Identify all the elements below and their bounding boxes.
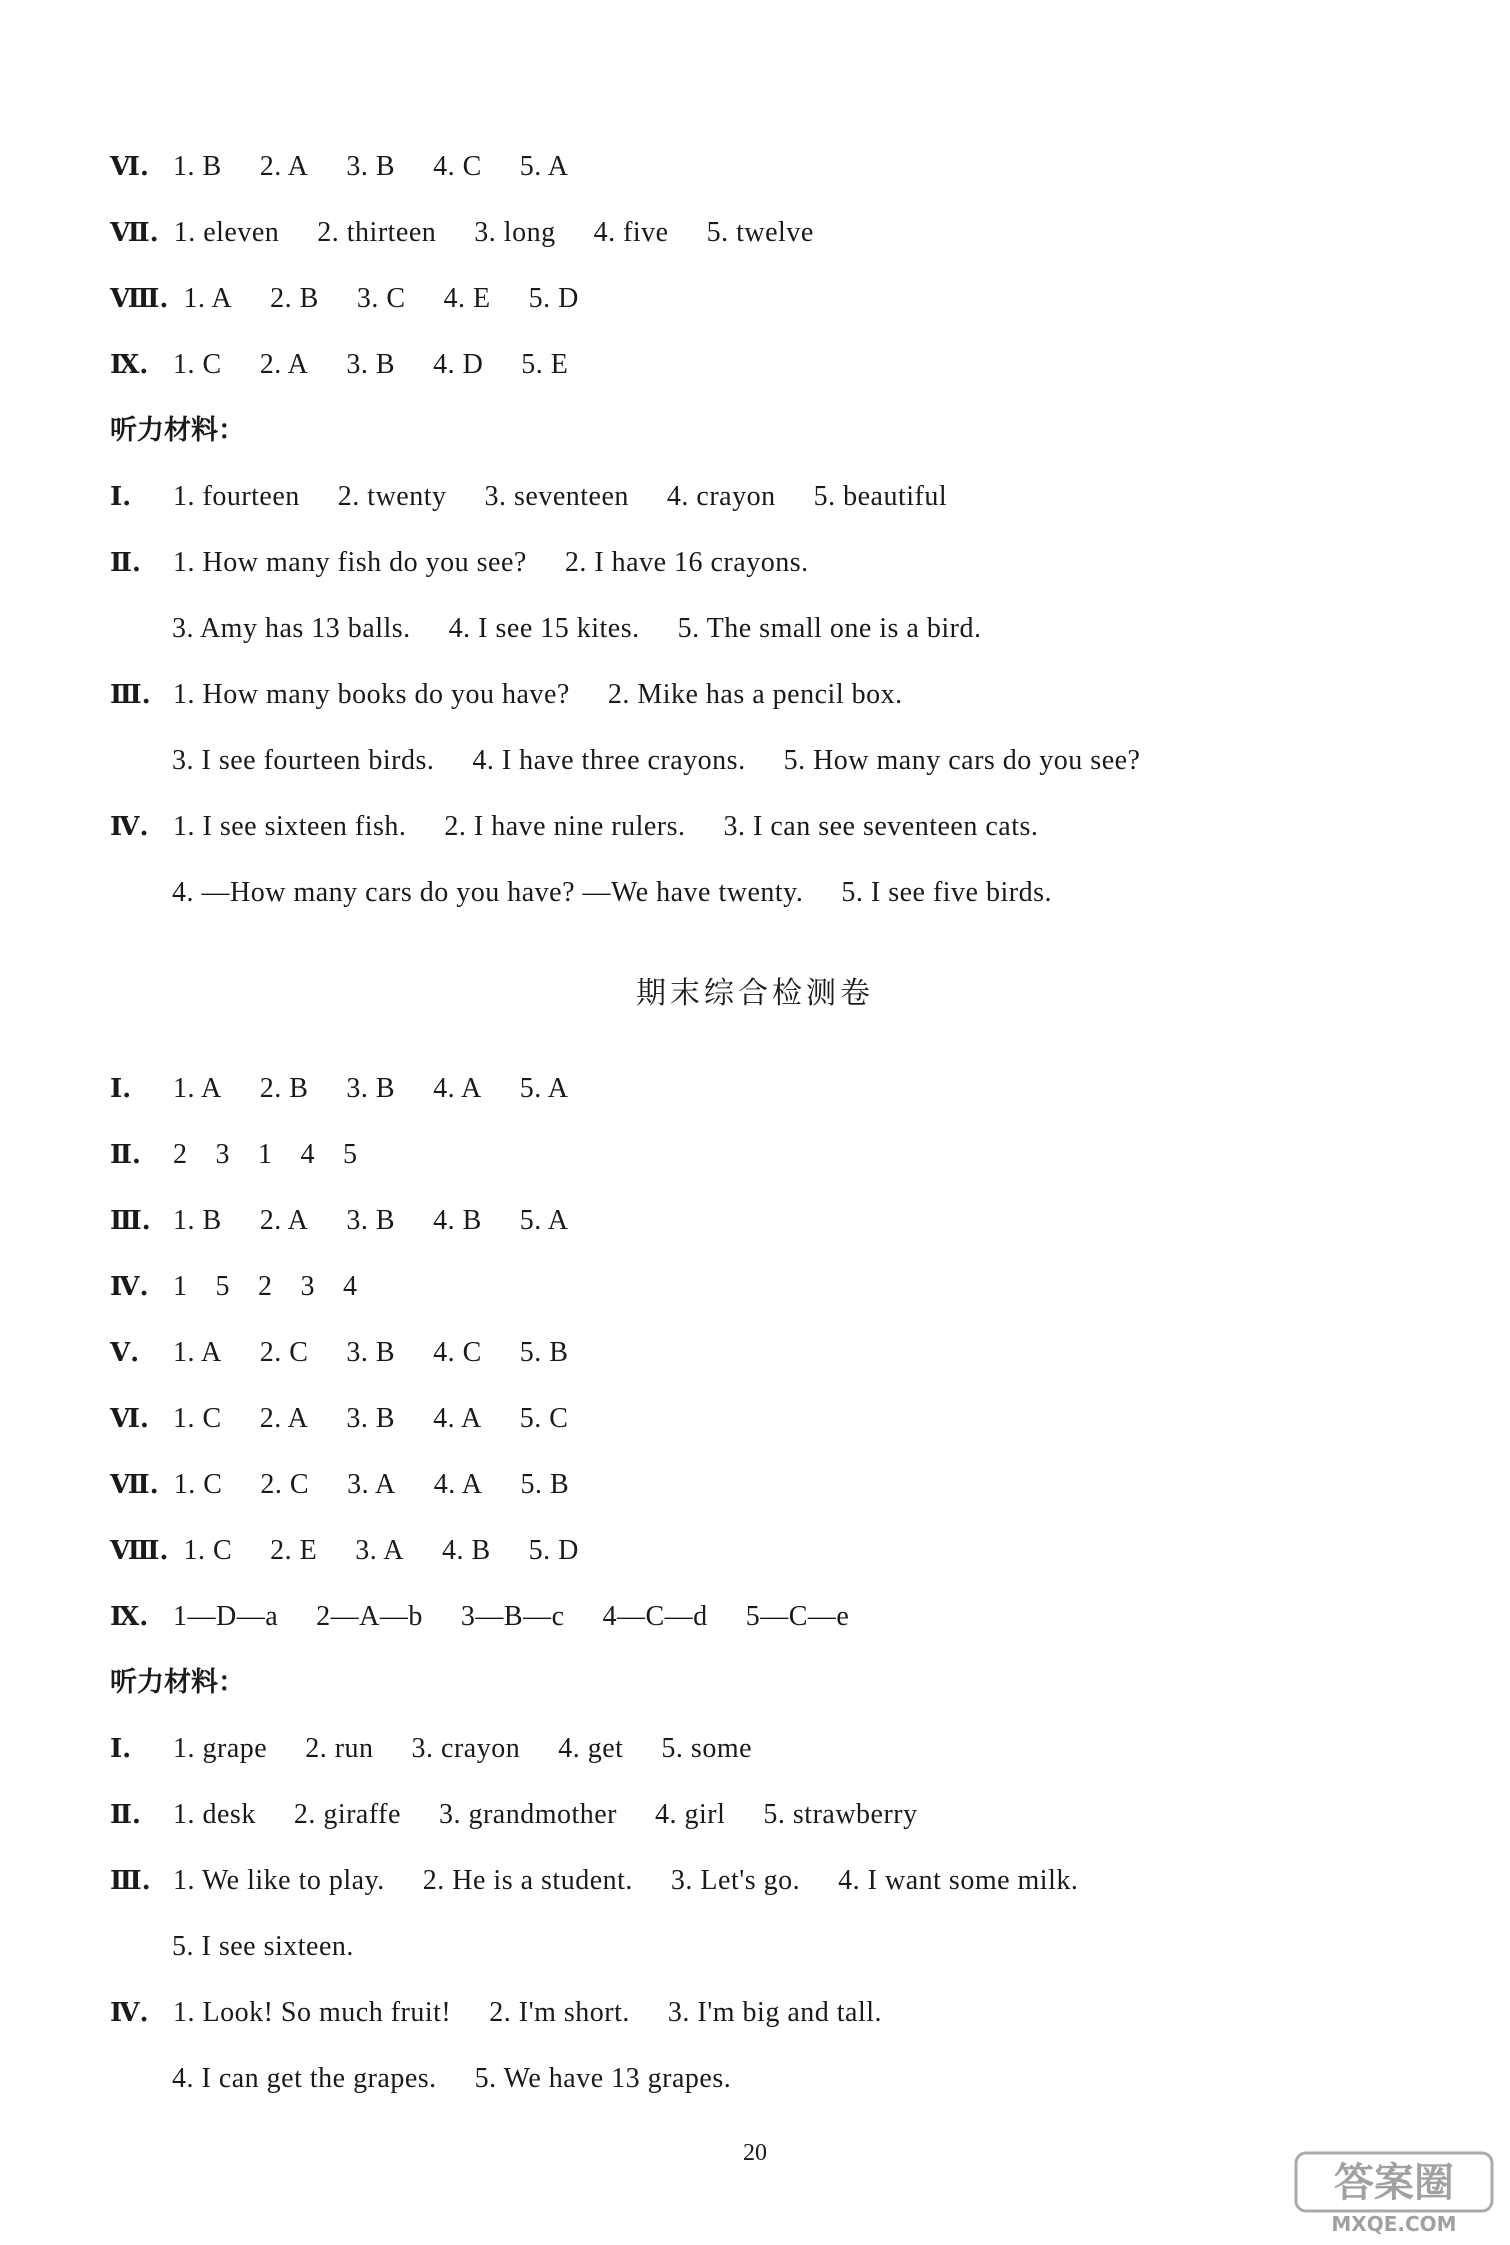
answer-item: 3. C	[356, 283, 406, 314]
question-number: Ⅸ.	[110, 350, 149, 380]
answer-item: 1. C	[173, 1403, 222, 1434]
answer-item: 3. B	[346, 349, 396, 380]
question-number: Ⅸ.	[110, 1602, 149, 1632]
question-number: Ⅵ.	[110, 152, 149, 182]
answer-item: 2. E	[270, 1535, 318, 1566]
answer-item: 3	[300, 1271, 315, 1302]
watermark-logo	[1294, 2151, 1494, 2237]
listening-item: 1. desk	[173, 1799, 256, 1830]
question-number: Ⅶ.	[110, 1470, 159, 1500]
listening-item: 2. twenty	[337, 481, 447, 512]
answer-item: 2	[173, 1139, 188, 1170]
listening-row	[110, 1859, 1410, 1903]
question-number: Ⅳ.	[110, 1998, 149, 2028]
answer-row	[110, 1529, 1410, 1573]
answer-item: 1. A	[173, 1337, 222, 1368]
listening-row	[110, 673, 1410, 717]
question-number: Ⅳ.	[110, 1272, 149, 1302]
answer-item: 4. A	[433, 1403, 482, 1434]
listening-heading: 听力材料：	[110, 1667, 245, 1698]
answer-item: 4. A	[433, 1469, 483, 1500]
answer-item: 1. B	[173, 151, 222, 182]
answer-item: 1. C	[173, 1469, 223, 1500]
listening-item: 5. We have 13 grapes.	[474, 2063, 732, 2094]
answer-row	[110, 1397, 1410, 1441]
watermark-url: MXQE.COM	[1331, 2212, 1457, 2236]
question-number: Ⅲ.	[110, 1866, 151, 1896]
question-number: Ⅳ.	[110, 812, 149, 842]
listening-item: 2. Mike has a pencil box.	[607, 679, 903, 710]
answer-item: 2. A	[259, 1403, 309, 1434]
answer-item: 4. E	[443, 283, 491, 314]
listening-item: 4. —How many cars do you have? —We have twenty.	[172, 877, 804, 908]
answer-row	[110, 1265, 1410, 1309]
listening-item: 2. I have 16 crayons.	[564, 547, 809, 578]
listening-row	[110, 541, 1410, 585]
page-number: 20	[743, 2140, 767, 2166]
answer-row	[110, 145, 1410, 189]
answer-item: 3. B	[346, 1073, 396, 1104]
answer-item: 3. A	[347, 1469, 396, 1500]
listening-item: 3. seventeen	[484, 481, 629, 512]
question-number: Ⅱ.	[110, 1140, 141, 1170]
question-number: Ⅱ.	[110, 548, 141, 578]
listening-item: 1. Look! So much fruit!	[173, 1997, 452, 2028]
listening-item: 5. I see sixteen.	[172, 1931, 354, 1962]
answer-item: 5. A	[519, 1205, 569, 1236]
listening-item: 2. I have nine rulers.	[444, 811, 686, 842]
answer-item: 3. B	[346, 1337, 396, 1368]
listening-row	[172, 2057, 1410, 2101]
listening-item: 3. I see fourteen birds.	[172, 745, 435, 776]
answer-item: 5. C	[519, 1403, 569, 1434]
answer-item: 4. five	[593, 217, 669, 248]
listening-item: 1. fourteen	[173, 481, 300, 512]
listening-item: 5. I see five birds.	[841, 877, 1052, 908]
listening-row	[110, 1991, 1410, 2035]
answer-row	[110, 1463, 1410, 1507]
answer-item: 4—C—d	[602, 1601, 708, 1632]
listening-item: 5. How many cars do you see?	[783, 745, 1141, 776]
answer-item: 5. D	[528, 283, 579, 314]
answer-item: 5. B	[519, 1337, 569, 1368]
listening-item: 1. How many fish do you see?	[173, 547, 527, 578]
answer-item: 2. A	[259, 349, 309, 380]
answer-item: 3. B	[346, 1205, 396, 1236]
question-number: Ⅴ.	[110, 1338, 140, 1368]
listening-item: 5. some	[661, 1733, 753, 1764]
answer-item: 1. C	[173, 349, 222, 380]
listening-row	[110, 1727, 1410, 1771]
answer-item: 4	[300, 1139, 315, 1170]
listening-row	[172, 871, 1410, 915]
listening-item: 4. I want some milk.	[838, 1865, 1079, 1896]
answer-item: 5—C—e	[745, 1601, 850, 1632]
answer-item: 2—A—b	[316, 1601, 423, 1632]
listening-item: 5. strawberry	[763, 1799, 918, 1830]
answer-item: 3. B	[346, 151, 396, 182]
answer-item: 2	[258, 1271, 273, 1302]
listening-row	[110, 1793, 1410, 1837]
listening-item: 4. I see 15 kites.	[448, 613, 640, 644]
listening-row	[172, 1925, 1410, 1969]
answer-item: 3. A	[355, 1535, 404, 1566]
question-number: Ⅶ.	[110, 218, 159, 248]
question-number: Ⅰ.	[110, 1734, 132, 1764]
listening-item: 4. I have three crayons.	[472, 745, 746, 776]
answer-row	[110, 277, 1410, 321]
answer-item: 2. C	[260, 1469, 310, 1500]
listening-item: 2. run	[305, 1733, 374, 1764]
answer-item: 4. B	[441, 1535, 491, 1566]
answer-item: 4. A	[433, 1073, 482, 1104]
answer-item: 4. C	[433, 151, 482, 182]
answer-item: 2. C	[259, 1337, 309, 1368]
answer-item: 2. A	[259, 1205, 309, 1236]
answer-item: 1. eleven	[173, 217, 280, 248]
answer-item: 1. A	[173, 1073, 222, 1104]
answer-item: 2. B	[270, 283, 319, 314]
answer-item: 4	[343, 1271, 358, 1302]
question-number: Ⅵ.	[110, 1404, 149, 1434]
listening-item: 3. Amy has 13 balls.	[172, 613, 411, 644]
answer-item: 5	[215, 1271, 230, 1302]
listening-item: 3. Let's go.	[670, 1865, 801, 1896]
answer-item: 5. A	[519, 151, 569, 182]
listening-item: 5. beautiful	[813, 481, 948, 512]
listening-item: 4. crayon	[666, 481, 776, 512]
answer-item: 5. E	[521, 349, 569, 380]
answer-item: 5. A	[519, 1073, 569, 1104]
answer-item: 4. B	[433, 1205, 482, 1236]
answer-item: 2. B	[259, 1073, 309, 1104]
answer-row	[110, 343, 1410, 387]
answer-item: 2. thirteen	[317, 217, 437, 248]
listening-row	[172, 607, 1410, 651]
answer-item: 1—D—a	[173, 1601, 279, 1632]
question-number: Ⅲ.	[110, 1206, 151, 1236]
answer-item: 5. twelve	[706, 217, 814, 248]
listening-item: 4. get	[558, 1733, 624, 1764]
question-number: Ⅰ.	[110, 1074, 132, 1104]
answer-item: 3. B	[346, 1403, 396, 1434]
listening-row	[110, 805, 1410, 849]
answer-item: 5	[343, 1139, 358, 1170]
watermark-text: 答案圈	[1334, 2160, 1454, 2206]
question-number: Ⅷ.	[110, 284, 169, 314]
listening-item: 2. giraffe	[293, 1799, 401, 1830]
listening-item: 2. I'm short.	[489, 1997, 630, 2028]
listening-item: 4. girl	[655, 1799, 726, 1830]
answer-item: 4. C	[433, 1337, 482, 1368]
listening-item: 1. How many books do you have?	[173, 679, 570, 710]
listening-item: 2. He is a student.	[422, 1865, 633, 1896]
listening-item: 3. crayon	[411, 1733, 521, 1764]
answer-item: 1. B	[173, 1205, 222, 1236]
answer-row	[110, 1133, 1410, 1177]
answer-item: 5. B	[520, 1469, 570, 1500]
answer-item: 3	[215, 1139, 230, 1170]
answer-row	[110, 1199, 1410, 1243]
answer-item: 4. D	[433, 349, 484, 380]
answer-item: 2. A	[259, 151, 309, 182]
answer-row	[110, 1331, 1410, 1375]
answer-item: 3. long	[474, 217, 556, 248]
answer-item: 1	[173, 1271, 188, 1302]
answer-item: 1	[258, 1139, 273, 1170]
listening-item: 1. I see sixteen fish.	[173, 811, 407, 842]
question-number: Ⅰ.	[110, 482, 132, 512]
question-number: Ⅱ.	[110, 1800, 141, 1830]
listening-item: 1. grape	[173, 1733, 268, 1764]
question-number: Ⅲ.	[110, 680, 151, 710]
listening-item: 3. I'm big and tall.	[667, 1997, 883, 2028]
answer-row	[110, 1595, 1410, 1639]
answer-item: 5. D	[528, 1535, 579, 1566]
listening-row	[172, 739, 1410, 783]
question-number: Ⅷ.	[110, 1536, 169, 1566]
listening-item: 1. We like to play.	[173, 1865, 385, 1896]
listening-item: 5. The small one is a bird.	[677, 613, 982, 644]
listening-row	[110, 475, 1410, 519]
answer-row	[110, 1067, 1410, 1111]
listening-item: 3. I can see seventeen cats.	[723, 811, 1039, 842]
listening-item: 3. grandmother	[438, 1799, 617, 1830]
answer-row	[110, 211, 1410, 255]
listening-heading: 听力材料：	[110, 415, 245, 446]
listening-item: 4. I can get the grapes.	[172, 2063, 437, 2094]
answer-item: 3—B—c	[460, 1601, 565, 1632]
answer-item: 1. A	[183, 283, 233, 314]
section-title: 期末综合检测卷	[636, 976, 874, 1011]
answer-item: 1. C	[183, 1535, 233, 1566]
